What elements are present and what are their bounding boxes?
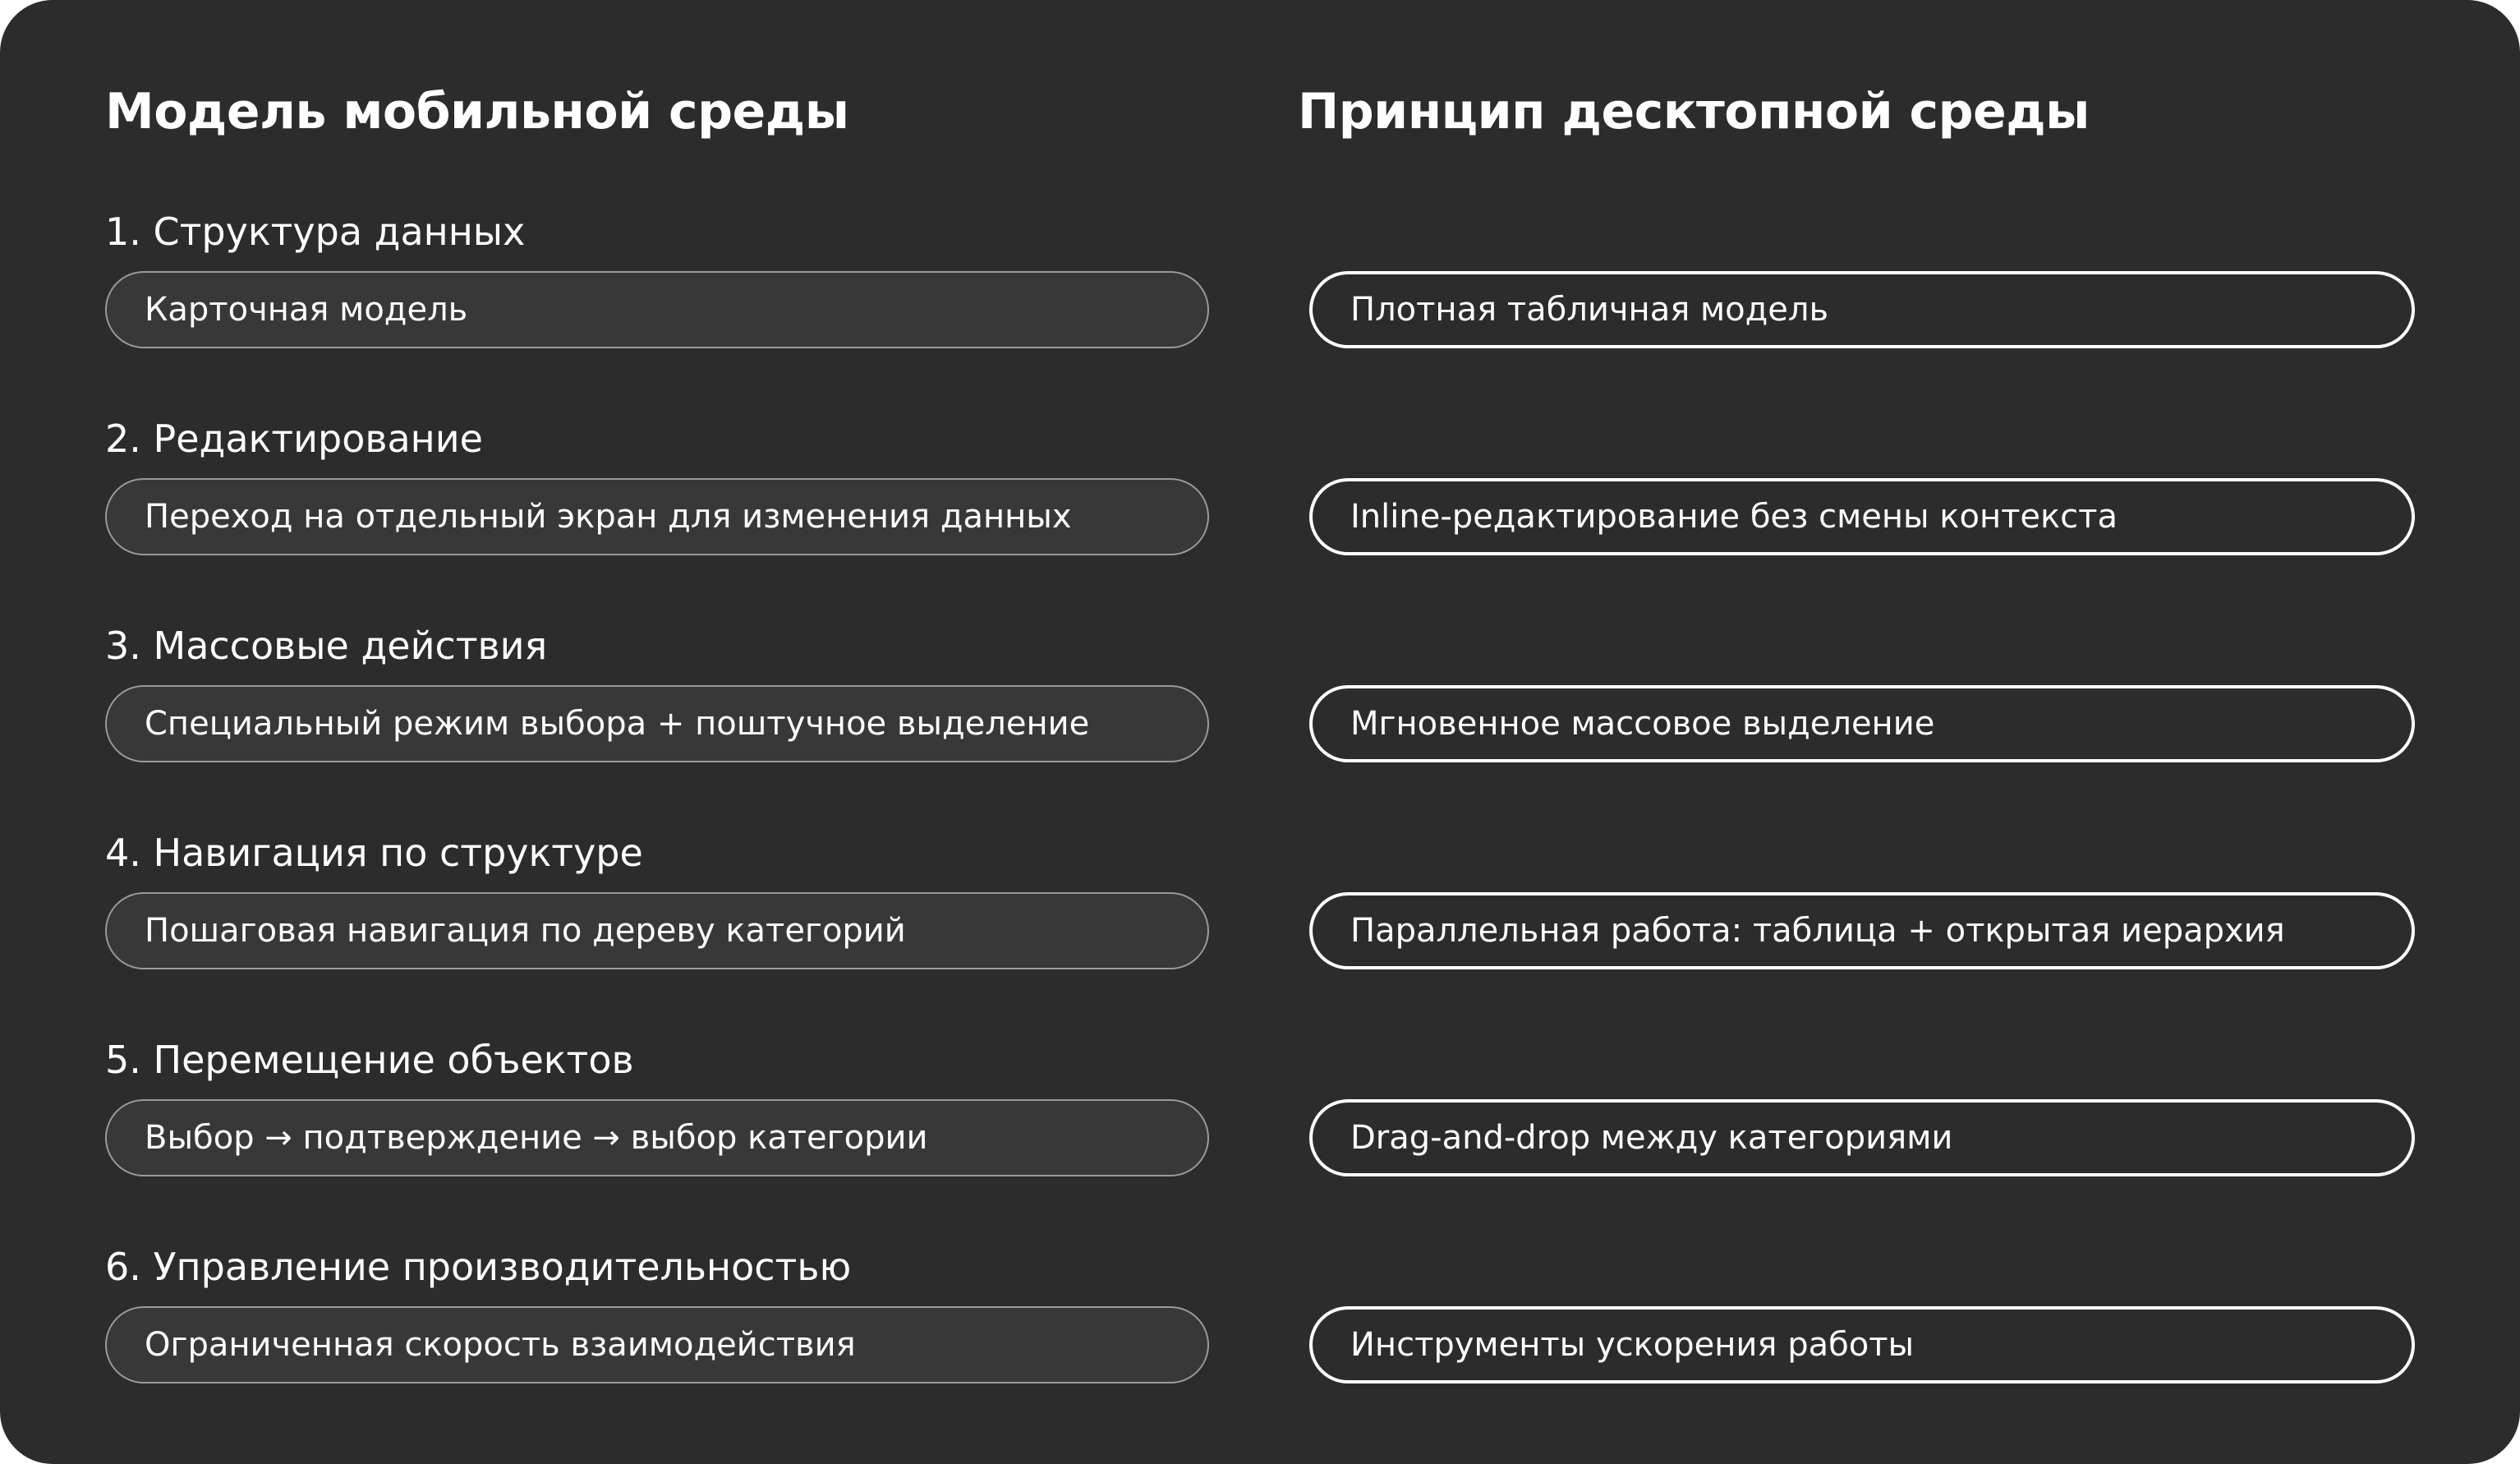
section-title-moving-objects: 5. Перемещение объектов bbox=[105, 1038, 634, 1082]
pill-label: Мгновенное массовое выделение bbox=[1350, 705, 1935, 743]
section-title-editing: 2. Редактирование bbox=[105, 417, 483, 461]
pill-label: Инструменты ускорения работы bbox=[1350, 1326, 1915, 1364]
pill-label: Карточная модель bbox=[145, 291, 468, 329]
mobile-pill-data-structure bbox=[105, 271, 1209, 348]
section-title-navigation: 4. Навигация по структуре bbox=[105, 831, 643, 875]
pill-label: Специальный режим выбора + поштучное выделение bbox=[145, 705, 1090, 743]
section-title-performance: 6. Управление производительностью bbox=[105, 1245, 852, 1289]
section-title-data-structure: 1. Структура данных bbox=[105, 209, 526, 254]
pill-label: Параллельная работа: таблица + открытая иерархия bbox=[1350, 912, 2285, 950]
desktop-pill-bulk-actions bbox=[1309, 685, 2415, 762]
pill-label: Inline-редактирование без смены контекста bbox=[1350, 498, 2118, 536]
pill-label: Плотная табличная модель bbox=[1350, 291, 1829, 329]
mobile-pill-bulk-actions bbox=[105, 685, 1209, 762]
pill-label: Пошаговая навигация по дереву категорий bbox=[145, 912, 906, 950]
desktop-pill-moving-objects bbox=[1309, 1099, 2415, 1176]
desktop-pill-performance bbox=[1309, 1306, 2415, 1383]
mobile-pill-navigation bbox=[105, 892, 1209, 969]
pill-label: Переход на отдельный экран для изменения данных bbox=[145, 498, 1072, 536]
mobile-pill-editing bbox=[105, 478, 1209, 555]
pill-label: Выбор → подтверждение → выбор категории bbox=[145, 1119, 928, 1157]
desktop-pill-navigation bbox=[1309, 892, 2415, 969]
mobile-pill-performance bbox=[105, 1306, 1209, 1383]
section-title-bulk-actions: 3. Массовые действия bbox=[105, 624, 548, 668]
desktop-pill-editing bbox=[1309, 478, 2415, 555]
mobile-pill-moving-objects bbox=[105, 1099, 1209, 1176]
desktop-column-title: Принцип десктопной среды bbox=[1298, 83, 2090, 140]
mobile-column-title: Модель мобильной среды bbox=[105, 83, 849, 140]
pill-label: Drag-and-drop между категориями bbox=[1350, 1119, 1953, 1157]
pill-label: Ограниченная скорость взаимодействия bbox=[145, 1326, 856, 1364]
desktop-pill-data-structure bbox=[1309, 271, 2415, 348]
